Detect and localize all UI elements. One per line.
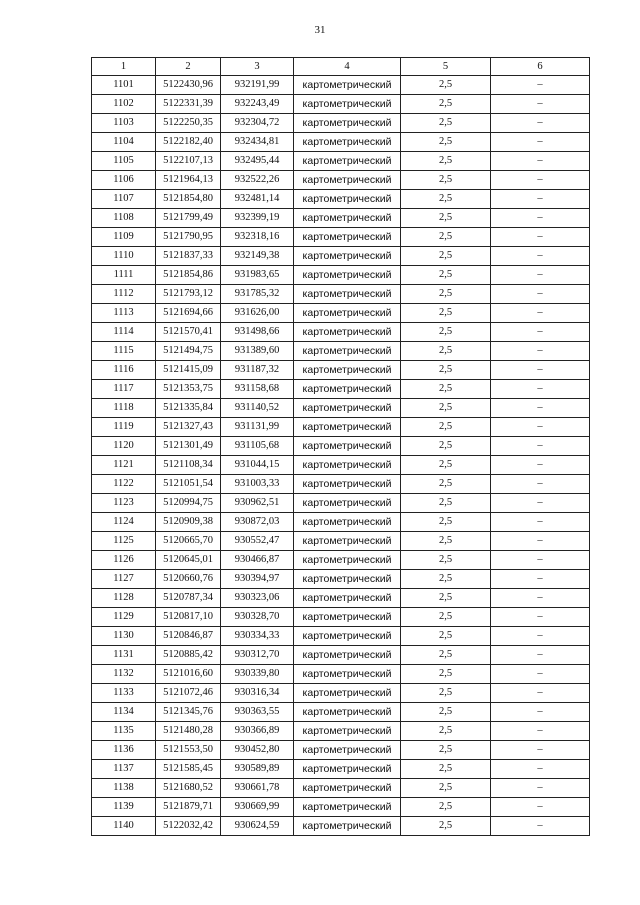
method-cell: картометрический [294,190,401,209]
precision-cell: 2,5 [401,589,491,608]
y-coordinate-cell: 930552,47 [221,532,294,551]
precision-cell: 2,5 [401,817,491,836]
table-row [92,551,590,570]
point-number-cell: 1112 [92,285,156,304]
table-row [92,646,590,665]
table-row [92,304,590,323]
description-cell: – [491,361,590,380]
precision-cell: 2,5 [401,741,491,760]
description-cell: – [491,741,590,760]
precision-cell: 2,5 [401,190,491,209]
y-coordinate-cell: 930669,99 [221,798,294,817]
precision-cell: 2,5 [401,779,491,798]
point-number-cell: 1124 [92,513,156,532]
table-row [92,475,590,494]
y-coordinate-cell: 931131,99 [221,418,294,437]
precision-cell: 2,5 [401,608,491,627]
method-cell: картометрический [294,684,401,703]
x-coordinate-cell: 5120885,42 [156,646,221,665]
description-cell: – [491,418,590,437]
y-coordinate-cell: 930589,89 [221,760,294,779]
y-coordinate-cell: 932149,38 [221,247,294,266]
precision-cell: 2,5 [401,551,491,570]
method-cell: картометрический [294,589,401,608]
method-cell: картометрический [294,665,401,684]
table-row [92,779,590,798]
point-number-cell: 1128 [92,589,156,608]
x-coordinate-cell: 5121790,95 [156,228,221,247]
description-cell: – [491,570,590,589]
table-row [92,247,590,266]
precision-cell: 2,5 [401,171,491,190]
x-coordinate-cell: 5121108,34 [156,456,221,475]
point-number-cell: 1135 [92,722,156,741]
method-cell: картометрический [294,532,401,551]
y-coordinate-cell: 930394,97 [221,570,294,589]
table-row [92,76,590,95]
x-coordinate-cell: 5121570,41 [156,323,221,342]
method-cell: картометрический [294,114,401,133]
y-coordinate-cell: 931389,60 [221,342,294,361]
description-cell: – [491,76,590,95]
precision-cell: 2,5 [401,437,491,456]
x-coordinate-cell: 5121879,71 [156,798,221,817]
description-cell: – [491,646,590,665]
description-cell: – [491,190,590,209]
x-coordinate-cell: 5121353,75 [156,380,221,399]
method-cell: картометрический [294,627,401,646]
point-number-cell: 1137 [92,760,156,779]
point-number-cell: 1113 [92,304,156,323]
table-row [92,722,590,741]
precision-cell: 2,5 [401,722,491,741]
y-coordinate-cell: 930316,34 [221,684,294,703]
description-cell: – [491,494,590,513]
description-cell: – [491,304,590,323]
method-cell: картометрический [294,456,401,475]
description-cell: – [491,399,590,418]
y-coordinate-cell: 930363,55 [221,703,294,722]
y-coordinate-cell: 930339,80 [221,665,294,684]
precision-cell: 2,5 [401,627,491,646]
point-number-cell: 1131 [92,646,156,665]
table-row [92,741,590,760]
y-coordinate-cell: 932243,49 [221,95,294,114]
point-number-cell: 1102 [92,95,156,114]
method-cell: картометрический [294,608,401,627]
precision-cell: 2,5 [401,209,491,228]
description-cell: – [491,437,590,456]
point-number-cell: 1103 [92,114,156,133]
table-row [92,627,590,646]
table-row [92,608,590,627]
precision-cell: 2,5 [401,152,491,171]
description-cell: – [491,532,590,551]
x-coordinate-cell: 5120645,01 [156,551,221,570]
x-coordinate-cell: 5122331,39 [156,95,221,114]
precision-cell: 2,5 [401,361,491,380]
description-cell: – [491,247,590,266]
y-coordinate-cell: 931158,68 [221,380,294,399]
precision-cell: 2,5 [401,684,491,703]
precision-cell: 2,5 [401,76,491,95]
y-coordinate-cell: 930624,59 [221,817,294,836]
point-number-cell: 1105 [92,152,156,171]
table-row [92,323,590,342]
precision-cell: 2,5 [401,532,491,551]
precision-cell: 2,5 [401,247,491,266]
point-number-cell: 1106 [92,171,156,190]
point-number-cell: 1125 [92,532,156,551]
y-coordinate-cell: 930661,78 [221,779,294,798]
point-number-cell: 1108 [92,209,156,228]
table-row [92,228,590,247]
method-cell: картометрический [294,133,401,152]
precision-cell: 2,5 [401,494,491,513]
description-cell: – [491,551,590,570]
x-coordinate-cell: 5121301,49 [156,437,221,456]
y-coordinate-cell: 932434,81 [221,133,294,152]
point-number-cell: 1101 [92,76,156,95]
header-cell-1: 1 [92,58,156,76]
table-row [92,152,590,171]
description-cell: – [491,589,590,608]
method-cell: картометрический [294,703,401,722]
table-row [92,703,590,722]
page-number: 31 [314,24,326,36]
y-coordinate-cell: 930872,03 [221,513,294,532]
table-row [92,266,590,285]
x-coordinate-cell: 5121854,80 [156,190,221,209]
description-cell: – [491,798,590,817]
point-number-cell: 1130 [92,627,156,646]
precision-cell: 2,5 [401,304,491,323]
method-cell: картометрический [294,95,401,114]
method-cell: картометрический [294,475,401,494]
y-coordinate-cell: 932522,26 [221,171,294,190]
method-cell: картометрический [294,304,401,323]
point-number-cell: 1122 [92,475,156,494]
precision-cell: 2,5 [401,342,491,361]
table-row [92,418,590,437]
description-cell: – [491,456,590,475]
description-cell: – [491,342,590,361]
method-cell: картометрический [294,76,401,95]
x-coordinate-cell: 5122107,13 [156,152,221,171]
table-row [92,342,590,361]
point-number-cell: 1110 [92,247,156,266]
description-cell: – [491,760,590,779]
x-coordinate-cell: 5121415,09 [156,361,221,380]
point-number-cell: 1121 [92,456,156,475]
precision-cell: 2,5 [401,399,491,418]
x-coordinate-cell: 5121837,33 [156,247,221,266]
table-row [92,456,590,475]
point-number-cell: 1117 [92,380,156,399]
x-coordinate-cell: 5122182,40 [156,133,221,152]
method-cell: картометрический [294,171,401,190]
table-row [92,798,590,817]
coordinates-table-body [92,58,590,836]
header-cell-2: 2 [156,58,221,76]
table-row [92,190,590,209]
y-coordinate-cell: 931187,32 [221,361,294,380]
description-cell: – [491,665,590,684]
method-cell: картометрический [294,209,401,228]
x-coordinate-cell: 5121480,28 [156,722,221,741]
point-number-cell: 1138 [92,779,156,798]
method-cell: картометрический [294,418,401,437]
description-cell: – [491,133,590,152]
precision-cell: 2,5 [401,456,491,475]
method-cell: картометрический [294,760,401,779]
point-number-cell: 1109 [92,228,156,247]
description-cell: – [491,228,590,247]
method-cell: картометрический [294,247,401,266]
precision-cell: 2,5 [401,570,491,589]
precision-cell: 2,5 [401,760,491,779]
method-cell: картометрический [294,266,401,285]
x-coordinate-cell: 5121345,76 [156,703,221,722]
point-number-cell: 1139 [92,798,156,817]
table-header-row [92,58,590,76]
method-cell: картометрический [294,285,401,304]
y-coordinate-cell: 931785,32 [221,285,294,304]
description-cell: – [491,323,590,342]
description-cell: – [491,779,590,798]
table-row [92,171,590,190]
x-coordinate-cell: 5121553,50 [156,741,221,760]
precision-cell: 2,5 [401,703,491,722]
table-row [92,494,590,513]
description-cell: – [491,513,590,532]
method-cell: картометрический [294,722,401,741]
point-number-cell: 1123 [92,494,156,513]
description-cell: – [491,627,590,646]
y-coordinate-cell: 931498,66 [221,323,294,342]
x-coordinate-cell: 5120817,10 [156,608,221,627]
method-cell: картометрический [294,437,401,456]
point-number-cell: 1116 [92,361,156,380]
y-coordinate-cell: 930328,70 [221,608,294,627]
description-cell: – [491,152,590,171]
table-row [92,285,590,304]
table-row [92,817,590,836]
point-number-cell: 1140 [92,817,156,836]
x-coordinate-cell: 5120994,75 [156,494,221,513]
y-coordinate-cell: 930466,87 [221,551,294,570]
point-number-cell: 1129 [92,608,156,627]
point-number-cell: 1119 [92,418,156,437]
table-row [92,665,590,684]
x-coordinate-cell: 5121335,84 [156,399,221,418]
table-row [92,513,590,532]
x-coordinate-cell: 5120909,38 [156,513,221,532]
precision-cell: 2,5 [401,380,491,399]
x-coordinate-cell: 5121680,52 [156,779,221,798]
method-cell: картометрический [294,779,401,798]
point-number-cell: 1126 [92,551,156,570]
y-coordinate-cell: 931626,00 [221,304,294,323]
method-cell: картометрический [294,551,401,570]
method-cell: картометрический [294,817,401,836]
table-row [92,570,590,589]
point-number-cell: 1111 [92,266,156,285]
header-cell-4: 4 [294,58,401,76]
description-cell: – [491,475,590,494]
x-coordinate-cell: 5121793,12 [156,285,221,304]
method-cell: картометрический [294,380,401,399]
precision-cell: 2,5 [401,646,491,665]
y-coordinate-cell: 931003,33 [221,475,294,494]
precision-cell: 2,5 [401,323,491,342]
point-number-cell: 1104 [92,133,156,152]
precision-cell: 2,5 [401,133,491,152]
method-cell: картометрический [294,741,401,760]
y-coordinate-cell: 930962,51 [221,494,294,513]
point-number-cell: 1132 [92,665,156,684]
method-cell: картометрический [294,323,401,342]
y-coordinate-cell: 932481,14 [221,190,294,209]
precision-cell: 2,5 [401,114,491,133]
precision-cell: 2,5 [401,228,491,247]
point-number-cell: 1136 [92,741,156,760]
method-cell: картометрический [294,399,401,418]
precision-cell: 2,5 [401,513,491,532]
description-cell: – [491,209,590,228]
table-row [92,589,590,608]
precision-cell: 2,5 [401,95,491,114]
description-cell: – [491,703,590,722]
description-cell: – [491,95,590,114]
table-row [92,380,590,399]
method-cell: картометрический [294,228,401,247]
table-row [92,133,590,152]
table-row [92,760,590,779]
x-coordinate-cell: 5121964,13 [156,171,221,190]
table-row [92,437,590,456]
header-cell-3: 3 [221,58,294,76]
description-cell: – [491,722,590,741]
x-coordinate-cell: 5121799,49 [156,209,221,228]
y-coordinate-cell: 932318,16 [221,228,294,247]
x-coordinate-cell: 5121051,54 [156,475,221,494]
method-cell: картометрический [294,798,401,817]
x-coordinate-cell: 5120665,70 [156,532,221,551]
precision-cell: 2,5 [401,418,491,437]
x-coordinate-cell: 5121854,86 [156,266,221,285]
point-number-cell: 1118 [92,399,156,418]
description-cell: – [491,285,590,304]
table-row [92,684,590,703]
x-coordinate-cell: 5121694,66 [156,304,221,323]
y-coordinate-cell: 930312,70 [221,646,294,665]
y-coordinate-cell: 932495,44 [221,152,294,171]
y-coordinate-cell: 930323,06 [221,589,294,608]
x-coordinate-cell: 5120846,87 [156,627,221,646]
point-number-cell: 1134 [92,703,156,722]
method-cell: картометрический [294,342,401,361]
description-cell: – [491,608,590,627]
x-coordinate-cell: 5120787,34 [156,589,221,608]
y-coordinate-cell: 930334,33 [221,627,294,646]
y-coordinate-cell: 932191,99 [221,76,294,95]
precision-cell: 2,5 [401,798,491,817]
table-row [92,95,590,114]
table-row [92,114,590,133]
table-row [92,532,590,551]
header-cell-5: 5 [401,58,491,76]
y-coordinate-cell: 932304,72 [221,114,294,133]
method-cell: картометрический [294,152,401,171]
x-coordinate-cell: 5121585,45 [156,760,221,779]
table-row [92,361,590,380]
method-cell: картометрический [294,361,401,380]
x-coordinate-cell: 5122032,42 [156,817,221,836]
y-coordinate-cell: 931105,68 [221,437,294,456]
coordinates-table [91,57,590,836]
x-coordinate-cell: 5120660,76 [156,570,221,589]
x-coordinate-cell: 5121327,43 [156,418,221,437]
y-coordinate-cell: 930366,89 [221,722,294,741]
description-cell: – [491,171,590,190]
x-coordinate-cell: 5121072,46 [156,684,221,703]
description-cell: – [491,380,590,399]
precision-cell: 2,5 [401,475,491,494]
point-number-cell: 1115 [92,342,156,361]
point-number-cell: 1114 [92,323,156,342]
x-coordinate-cell: 5121016,60 [156,665,221,684]
y-coordinate-cell: 931983,65 [221,266,294,285]
precision-cell: 2,5 [401,266,491,285]
description-cell: – [491,817,590,836]
x-coordinate-cell: 5122250,35 [156,114,221,133]
y-coordinate-cell: 932399,19 [221,209,294,228]
table-row [92,209,590,228]
table-row [92,399,590,418]
description-cell: – [491,266,590,285]
y-coordinate-cell: 931044,15 [221,456,294,475]
method-cell: картометрический [294,570,401,589]
y-coordinate-cell: 931140,52 [221,399,294,418]
point-number-cell: 1107 [92,190,156,209]
method-cell: картометрический [294,646,401,665]
precision-cell: 2,5 [401,285,491,304]
point-number-cell: 1120 [92,437,156,456]
header-cell-6: 6 [491,58,590,76]
precision-cell: 2,5 [401,665,491,684]
description-cell: – [491,114,590,133]
x-coordinate-cell: 5121494,75 [156,342,221,361]
x-coordinate-cell: 5122430,96 [156,76,221,95]
method-cell: картометрический [294,513,401,532]
point-number-cell: 1127 [92,570,156,589]
point-number-cell: 1133 [92,684,156,703]
description-cell: – [491,684,590,703]
y-coordinate-cell: 930452,80 [221,741,294,760]
method-cell: картометрический [294,494,401,513]
